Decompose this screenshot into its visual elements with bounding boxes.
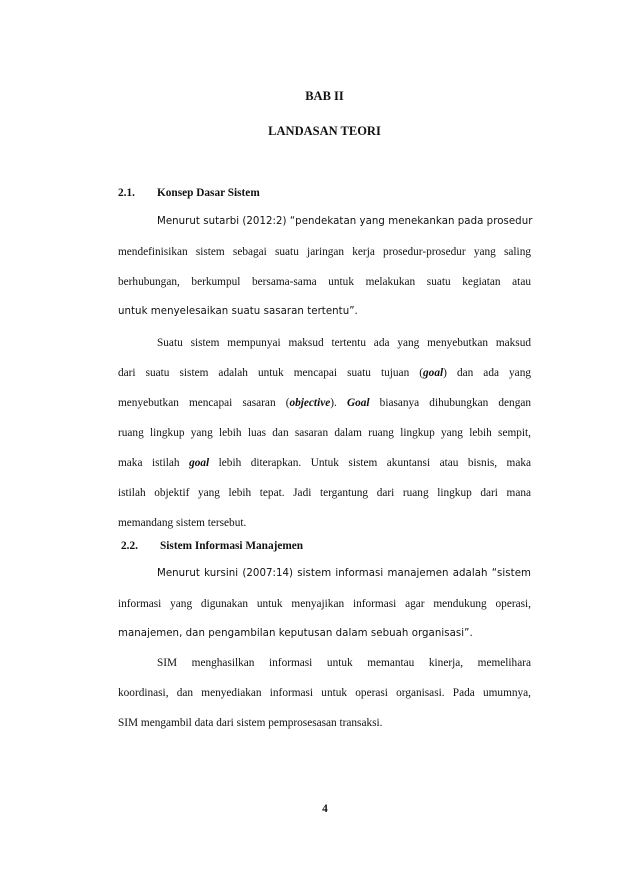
- page-number: 4: [322, 803, 328, 815]
- text-run: menyebutkan mencapai sasaran (: [118, 397, 290, 409]
- paragraph-line: [118, 456, 531, 470]
- paragraph-line: [118, 366, 531, 380]
- paragraph-line: Menurut kursini (2007:14) sistem informasi manajemen adalah “sistem: [157, 568, 531, 579]
- text-run: maka istilah: [118, 457, 190, 469]
- paragraph-line: berhubungan, berkumpul bersama-sama untuk melakukan suatu kegiatan atau: [118, 276, 531, 288]
- paragraph-line: Suatu sistem mempunyai maksud tertentu ada yang menyebutkan maksud: [157, 337, 531, 349]
- paragraph-line: memandang sistem tersebut.: [118, 517, 247, 529]
- paragraph-line: SIM menghasilkan informasi untuk memantau kinerja, memelihara: [157, 657, 531, 669]
- section-heading: Konsep Dasar Sistem: [157, 187, 260, 199]
- section-heading: Sistem Informasi Manajemen: [160, 540, 304, 552]
- italic-term: objective: [289, 397, 331, 409]
- text-run: ).: [330, 397, 347, 409]
- italic-term: Goal: [346, 397, 370, 409]
- paragraph-line: istilah objektif yang lebih tepat. Jadi tergantung dari ruang lingkup dari mana: [118, 487, 531, 499]
- italic-term: goal: [189, 457, 210, 469]
- paragraph-line: untuk menyelesaikan suatu sasaran tertentu”.: [118, 306, 358, 317]
- paragraph-line: manajemen, dan pengambilan keputusan dalam sebuah organisasi”.: [118, 628, 473, 639]
- italic-term: goal: [423, 367, 444, 379]
- section-number: 2.2.: [121, 540, 138, 552]
- chapter-label: BAB II: [305, 89, 344, 103]
- paragraph-line: [118, 396, 531, 410]
- paragraph-line: SIM mengambil data dari sistem pemprosesasan transaksi.: [118, 717, 383, 729]
- paragraph-line: Menurut sutarbi (2012:2) “pendekatan yang menekankan pada prosedur: [157, 216, 533, 227]
- paragraph-line: mendefinisikan sistem sebagai suatu jaringan kerja prosedur-prosedur yang saling: [118, 246, 531, 258]
- text-run: dari suatu sistem adalah untuk mencapai suatu tujuan (: [118, 367, 424, 379]
- paragraph-line: koordinasi, dan menyediakan informasi untuk operasi organisasi. Pada umumnya,: [118, 687, 531, 699]
- paragraph-line: informasi yang digunakan untuk menyajikan informasi agar mendukung operasi,: [118, 598, 531, 610]
- text-run: lebih diterapkan. Untuk sistem akuntansi atau bisnis, maka: [209, 457, 532, 469]
- paragraph-line: ruang lingkup yang lebih luas dan sasaran dalam ruang lingkup yang lebih sempit,: [118, 427, 531, 439]
- chapter-title: LANDASAN TEORI: [268, 124, 381, 138]
- section-number: 2.1.: [118, 187, 135, 199]
- text-run: biasanya dihubungkan dengan: [369, 397, 532, 409]
- text-run: ) dan ada yang: [443, 367, 531, 379]
